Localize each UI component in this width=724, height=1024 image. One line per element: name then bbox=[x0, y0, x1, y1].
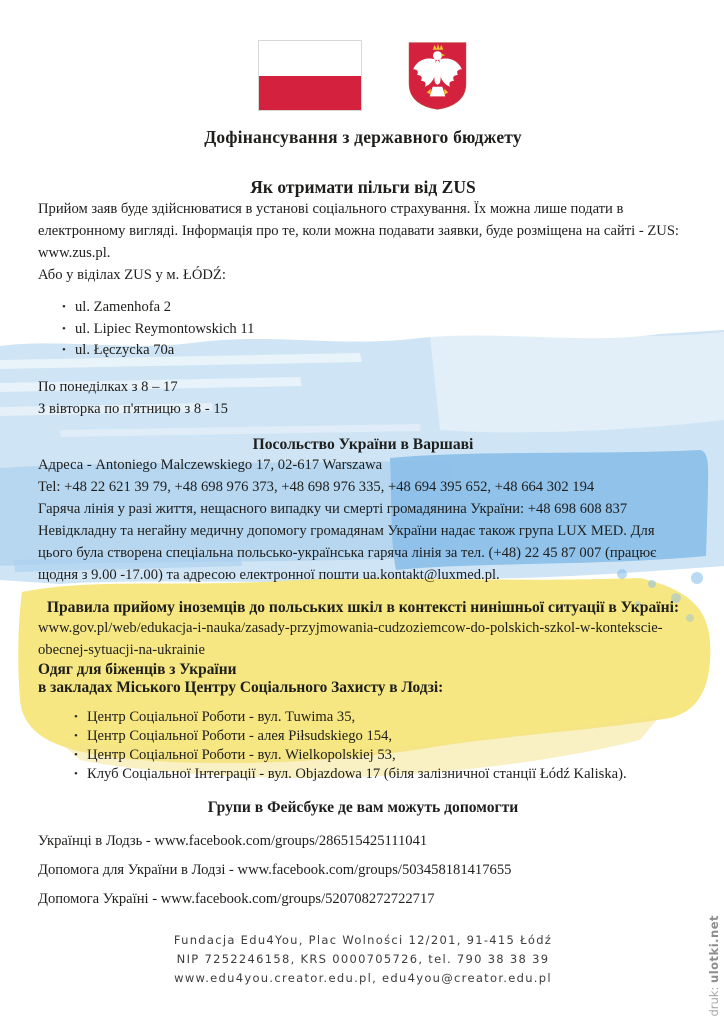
zus-branch-item: • ul. Łęczycka 70a bbox=[62, 340, 688, 362]
luxmed-paragraph: Невідкладну та негайну медичну допомогу громадянам України надає також група LUX MED. Для цього була створена спеціальна польсько-українська гаряча лінія за тел. (+48) 22 45 87 007 (працює щодня з 9.00 -17.00) та адресою електронної пошти ua.kontakt@luxmed.pl. bbox=[38, 522, 657, 583]
facebook-group-link: Допомога Україні - www.facebook.com/groups/520708272722717 bbox=[38, 890, 435, 907]
embassy-address: Адреса - Antoniego Malczewskiego 17, 02-617 Warszawa bbox=[38, 456, 383, 473]
facebook-group-link: Допомога для України в Лодзі - www.facebook.com/groups/503458181417655 bbox=[38, 861, 512, 878]
zus-benefits-heading: Як отримати пільги від ZUS bbox=[250, 177, 476, 197]
clothing-location-item: • Центр Соціальної Роботи - алея Piłsudskiego 154, bbox=[74, 727, 688, 746]
schools-rules-heading: Правила прийому іноземців до польських шкіл в контексті нинішньої ситуації в Україні: bbox=[46, 598, 680, 616]
print-credit-prefix: druk: bbox=[707, 986, 721, 1016]
clothing-location-item: • Центр Соціальної Роботи - вул. Tuwima 35, bbox=[74, 708, 688, 727]
zus-branch-list bbox=[38, 297, 688, 362]
zus-branch-item: • ul. Zamenhofa 2 bbox=[62, 297, 688, 319]
print-credit-name: ulotki.net bbox=[707, 914, 721, 983]
embassy-phones: Tel: +48 22 621 39 79, +48 698 976 373, +48 698 976 335, +48 694 395 652, +48 664 302 194 bbox=[38, 478, 595, 495]
clothing-location-item: • Центр Соціальної Роботи - вул. Wielkopolskiej 53, bbox=[74, 746, 688, 765]
clothing-location-item: • Клуб Соціальної Інтеграції - вул. Objazdowa 17 (біля залізничної станції Łódź Kaliska). bbox=[74, 765, 688, 784]
footer-registry-line: NIP 7252246158, KRS 0000705726, tel. 790 38 38 39 bbox=[176, 951, 550, 966]
footer-contact-line: www.edu4you.creator.edu.pl, edu4you@creator.edu.pl bbox=[174, 970, 552, 985]
embassy-heading: Посольство України в Варшаві bbox=[252, 435, 474, 453]
schools-rules-url: www.gov.pl/web/edukacja-i-nauka/zasady-przyjmowania-cudzoziemcow-do-polskich-szkol-w-kontekscie-obecnej-sytuacji-na-ukrainie bbox=[38, 619, 663, 658]
embassy-hotline: Гаряча лінія у разі життя, нещасного випадку чи смерті громадянина України: +48 698 608 837 bbox=[38, 500, 628, 517]
page-title: Дофінансування з державного бюджету bbox=[204, 127, 522, 147]
clothing-heading: Одяг для біженців з України bbox=[38, 660, 237, 678]
facebook-group-link: Українці в Лодзь - www.facebook.com/groups/286515425111041 bbox=[38, 832, 428, 849]
clothing-location-list bbox=[38, 708, 688, 784]
facebook-groups-heading: Групи в Фейсбуке де вам можуть допомогти bbox=[207, 798, 519, 816]
print-credit bbox=[707, 915, 721, 1017]
header-emblems bbox=[38, 40, 688, 112]
clothing-subheading: в закладах Міського Центру Соціального Захисту в Лодзі: bbox=[38, 678, 444, 696]
zus-branch-item: • ul. Lipiec Reymontowskich 11 bbox=[62, 319, 688, 341]
zus-branches-label: Або у віділах ZUS у м. ŁÓDŹ: bbox=[38, 267, 226, 283]
footer-address-line: Fundacja Edu4You, Plac Wolności 12/201, 91-415 Łódź bbox=[173, 932, 553, 947]
zus-hours-monday: По понеділках з 8 – 17 bbox=[38, 378, 178, 395]
zus-intro-paragraph: Прийом заяв буде здійснюватися в установі соціального страхування. Їх можна лише подати в електронному вигляді. Інформація про те, коли можна подавати заявки, буде розміщена на сайті - ZUS: www.zus.pl. bbox=[38, 201, 679, 261]
poland-flag-icon bbox=[258, 40, 362, 111]
zus-hours-weekdays: З вівторка по п'ятницю з 8 - 15 bbox=[38, 401, 228, 417]
poland-coat-of-arms-icon bbox=[406, 40, 469, 112]
foundation-footer bbox=[38, 931, 688, 988]
